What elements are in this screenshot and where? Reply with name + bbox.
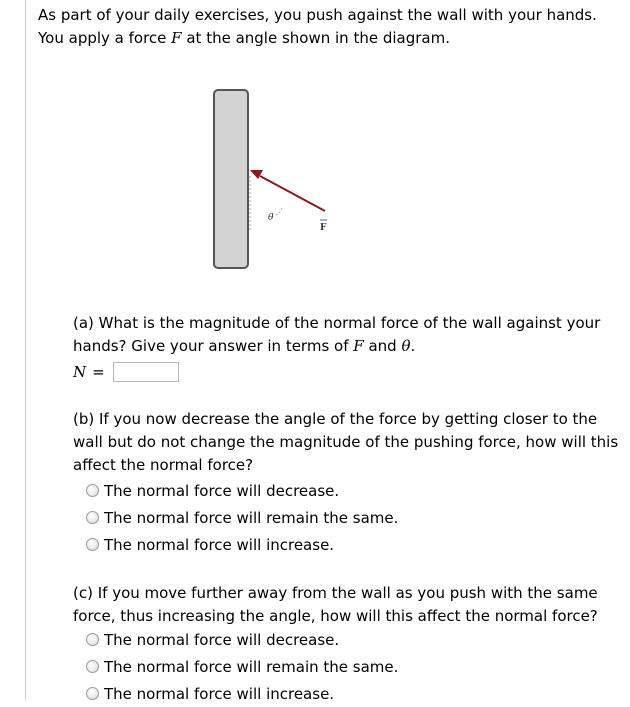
part-c-line-2: force, thus increasing the angle, how will this affect the normal force? (73, 607, 598, 625)
part-a-answer-row (73, 361, 179, 383)
option-label: The normal force will decrease. (104, 630, 340, 649)
part-c-question (73, 582, 623, 628)
option-label: The normal force will increase. (104, 535, 335, 554)
radio-button[interactable] (86, 660, 99, 673)
part-a-question (73, 312, 623, 358)
theta-arc (272, 208, 282, 215)
part-b-line-1: (b) If you now decrease the angle of the force by getting closer to the (73, 410, 598, 428)
part-b-question (73, 408, 623, 477)
option-label: The normal force will decrease. (104, 481, 340, 500)
part-c-option-same[interactable] (86, 653, 606, 680)
problem-intro (38, 4, 623, 50)
force-vector-line (260, 176, 325, 211)
radio-button[interactable] (86, 633, 99, 646)
part-c-option-decrease[interactable] (86, 626, 606, 653)
option-label: The normal force will increase. (104, 684, 335, 703)
part-b-option-decrease[interactable] (86, 477, 606, 504)
intro-line-1: As part of your daily exercises, you push against the wall with your hands. (38, 6, 597, 24)
part-a-answer-var: N (73, 363, 87, 381)
wall (214, 90, 248, 268)
part-c-line-1: (c) If you move further away from the wall as you push with the same (73, 584, 598, 602)
part-a-line-2-post: . (410, 337, 416, 355)
force-label: F (320, 223, 327, 233)
part-b-line-3: affect the normal force? (73, 456, 254, 474)
intro-line-2-post: at the angle shown in the diagram. (181, 29, 450, 47)
part-b-option-same[interactable] (86, 504, 606, 531)
part-a-line-1: (a) What is the magnitude of the normal force of the wall against your (73, 314, 601, 332)
part-a-answer-equals: = (92, 363, 105, 381)
part-a-line-2-pre: hands? Give your answer in terms of (73, 337, 354, 355)
option-label: The normal force will remain the same. (104, 657, 399, 676)
part-b-line-2: wall but do not change the magnitude of the pushing force, how will this (73, 433, 619, 451)
radio-button[interactable] (86, 484, 99, 497)
radio-button[interactable] (86, 687, 99, 700)
intro-line-2-pre: You apply a force (38, 29, 172, 47)
part-a-var-theta: θ (401, 337, 411, 355)
force-diagram (200, 80, 360, 280)
normal-force-answer-input[interactable] (113, 362, 179, 382)
intro-force-var: F (171, 29, 182, 47)
part-b-option-increase[interactable] (86, 531, 606, 558)
part-a-line-2-mid: and (363, 337, 402, 355)
part-a-var-f: F (353, 337, 364, 355)
left-border-rule (25, 0, 26, 700)
part-c-options (86, 626, 606, 707)
theta-label: θ (268, 213, 274, 223)
radio-button[interactable] (86, 538, 99, 551)
part-b-options (86, 477, 606, 558)
part-c-option-increase[interactable] (86, 680, 606, 707)
radio-button[interactable] (86, 511, 99, 524)
option-label: The normal force will remain the same. (104, 508, 399, 527)
